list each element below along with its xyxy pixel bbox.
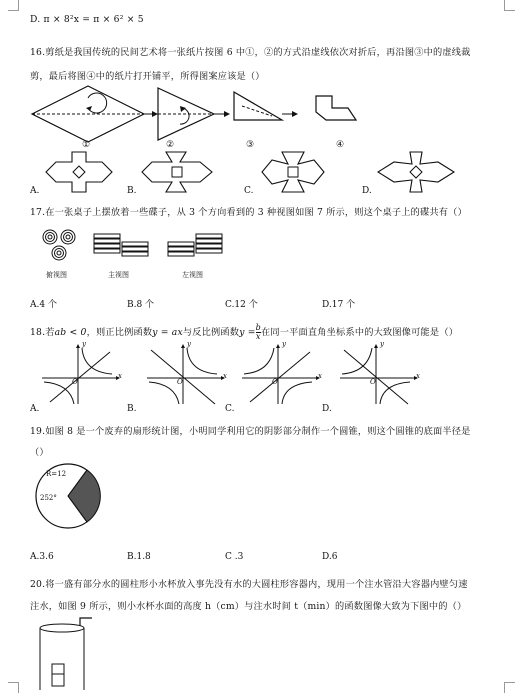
q19-option-d: D.6 (322, 552, 338, 562)
q16-step-2-label: ② (166, 140, 175, 150)
q18-a-origin: O (72, 378, 78, 386)
q18-graph-d (338, 344, 418, 406)
q18-graph-c (240, 344, 320, 406)
q16-option-a-label: A. (30, 186, 40, 196)
q16-step-3-label: ③ (246, 140, 255, 150)
q20-text-line1: 20.将一盛有部分水的圆柱形小水杯放入事先没有水的大圆柱形容器内，现用一个注水管沿大容器内壁匀速 (30, 579, 468, 590)
q17-option-c: C.12 个 (225, 300, 258, 310)
q19-option-b: B.1.8 (127, 552, 151, 562)
q16-option-a-pattern (44, 150, 114, 194)
q16-step-4-label: ④ (336, 140, 345, 150)
q18-condition: ab < 0 (54, 327, 87, 338)
q18-option-a: A. (30, 404, 40, 414)
q19-text-line2: （） (30, 447, 49, 458)
q19-option-a: A.3.6 (30, 552, 54, 562)
corner-mark-top-right (504, 0, 515, 11)
q18-b-y-label: y (187, 340, 191, 348)
q16-option-d-pattern (376, 150, 456, 194)
q17-text-line1: 17.在一张桌子上摆放着一些碟子，从 3 个方向看到的 3 种视图如图 7 所示，则这个桌子上的碟共有（） (30, 207, 467, 218)
q18-text: 18.若ab < 0，则正比例函数y = ax与反比例函数y = $\frac{b}{x}$ 在同一平面直角坐标系中的大致图像可能是（） (30, 323, 459, 341)
q16-text-line2: 剪，最后将图④中的纸片打开铺平，所得图案应该是（） (30, 71, 265, 82)
q18-d-y-label: y (380, 340, 384, 348)
corner-mark-bottom-left (8, 682, 19, 693)
q18-graph-a (40, 344, 120, 406)
q18-option-d: D. (322, 404, 332, 414)
q18-a-y-label: y (82, 340, 86, 348)
q18-a-x-label: x (118, 372, 122, 380)
q17-top-view-label: 俯视图 (46, 271, 67, 279)
q18-inverse-function: y = (239, 327, 256, 338)
q17-option-d: D.17 个 (322, 300, 356, 310)
corner-mark-top-left (8, 0, 19, 11)
q18-c-x-label: x (318, 372, 322, 380)
q18-c-y-label: y (282, 340, 286, 348)
q18-option-b: B. (127, 404, 137, 414)
q17-front-view-label: 主视图 (108, 271, 129, 279)
q18-b-origin: O (177, 378, 183, 386)
q19-text-line1: 19.如图 8 是一个废弃的扇形统计图，小明同学利用它的阴影部分制作一个圆锥，则这个圆锥的底面半径是 (30, 426, 471, 437)
q18-d-origin: O (370, 378, 376, 386)
q20-text-line2: 注水，如图 9 所示，则小水杯水面的高度 h（cm）与注水时间 t（min）的函数图像大致为下图中的（） (30, 601, 467, 612)
q16-option-c-pattern (258, 150, 328, 194)
q16-option-b-label: B. (127, 186, 137, 196)
q19-option-c: C .3 (225, 552, 244, 562)
q16-folding-steps-figure (30, 84, 360, 150)
q18-option-c: C. (225, 404, 235, 414)
q17-side-view-label: 左视图 (182, 271, 203, 279)
q16-option-b-pattern (140, 150, 214, 194)
q17-plates-views-figure (38, 228, 228, 272)
q19-radius-label: R=12 (46, 470, 67, 478)
q15-option-d: D. π × 8²x = π × 6² × 5 (30, 14, 144, 25)
q18-d-x-label: x (416, 372, 420, 380)
q16-step-1-label: ① (82, 140, 91, 150)
corner-mark-bottom-right (504, 682, 515, 693)
q18-b-x-label: x (223, 372, 227, 380)
q17-option-b: B.8 个 (127, 300, 155, 310)
q19-angle-label: 252° (40, 494, 57, 502)
q18-graph-b (145, 344, 225, 406)
q18-c-origin: O (272, 378, 278, 386)
q16-option-c-label: C. (244, 186, 254, 196)
q17-option-a: A.4 个 (30, 300, 57, 310)
q16-text-line1: 16.剪纸是我国传统的民间艺术将一张纸片按图 6 中①，②的方式沿虚线依次对折后，再沿图③中的虚线裁 (30, 47, 471, 58)
q18-direct-function: y = ax (152, 327, 183, 338)
q16-option-d-label: D. (362, 186, 372, 196)
q20-container-figure (36, 616, 96, 693)
